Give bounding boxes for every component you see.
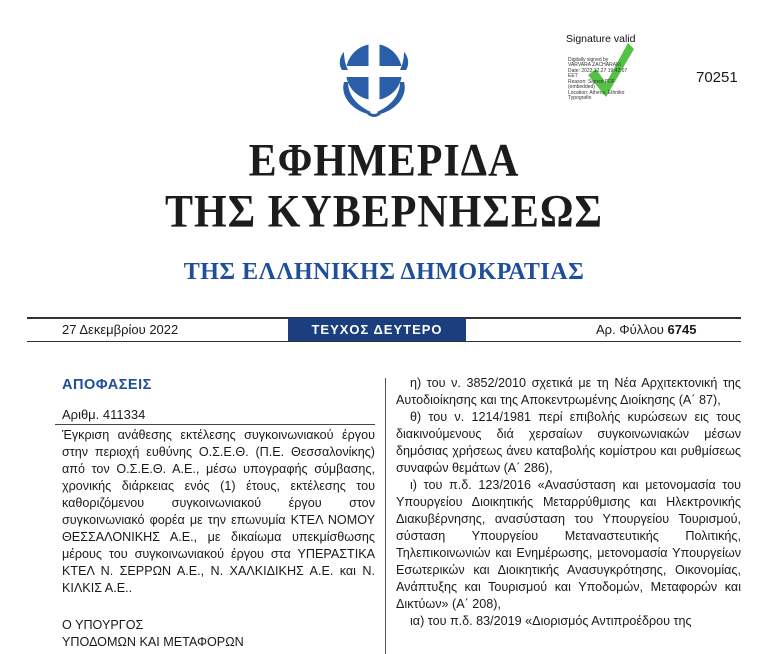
issue-bar-bottom-rule xyxy=(27,341,741,342)
signature-line: Location: Athens, Ethniko xyxy=(568,90,625,96)
sheet-number-value: 6745 xyxy=(667,322,697,337)
legal-paragraph: ι) του π.δ. 123/2016 «Ανασύσταση και μετονομασία του Υπουργείου Διοικητικής Μεταρρύθμισης και Ηλεκτρονικής Διακυβέρνησης, ανασύσταση του Υπουργείου Τουρισμού, σύσταση Υπουργείου Μεταναστευτικής Πολιτικής, Τηλεπικοινωνιών και Ενημέρωσης, μετονομασία Υπουργείων Εσωτερικών και Διοικητικής Ανασυγκρότησης, Οικονομίας, Ανάπτυξης και Τουρισμού και Υποδομών, Μεταφορών και Δικτύων» (Α΄ 208), xyxy=(396,478,741,611)
sheet-label: Αρ. Φύλλου xyxy=(596,322,668,337)
page-number: 70251 xyxy=(696,69,738,86)
signature-status: Signature valid xyxy=(566,33,636,45)
signature-line: (embedded) xyxy=(568,84,595,90)
signature-line: VARVARA ZACHARAKI xyxy=(568,62,621,68)
signature-line: Reason: Signed PDF xyxy=(568,79,615,85)
issue-series: ΤΕΥΧΟΣ ΔΕΥΤΕΡΟ xyxy=(288,318,466,341)
authority-ministry: ΥΠΟΔΟΜΩΝ ΚΑΙ ΜΕΤΑΦΟΡΩΝ xyxy=(62,635,244,649)
signature-line: EET xyxy=(568,73,578,79)
legal-paragraph: ια) του π.δ. 83/2019 «Διορισμός Αντιπροέδρου της xyxy=(410,614,692,628)
decision-number: Αριθμ. 411334 xyxy=(62,407,146,422)
digital-signature xyxy=(564,33,654,113)
masthead-subtitle: ΤΗΣ ΚΥΒΕΡΝΗΣΕΩΣ xyxy=(165,186,603,238)
greek-emblem-icon xyxy=(334,30,414,120)
signature-line: Date: 2022.12.27 19:42:07 xyxy=(568,68,628,74)
column-divider xyxy=(385,378,386,654)
sheet-number xyxy=(596,322,696,337)
issue-date: 27 Δεκεμβρίου 2022 xyxy=(62,322,179,337)
masthead-title: ΕΦΗΜΕΡΙΔΑ xyxy=(248,135,520,187)
legal-paragraph: η) του ν. 3852/2010 σχετικά με τη Νέα Αρχιτεκτονική της Αυτοδιοίκησης και της Αποκεντρωμένης Διοίκησης (Α΄ 87), xyxy=(396,376,741,407)
legal-basis-column xyxy=(396,375,741,630)
signature-line: Typografio xyxy=(568,95,592,101)
decision-divider xyxy=(55,424,375,425)
signature-line: Digitally signed by xyxy=(568,57,609,63)
decision-summary: Έγκριση ανάθεσης εκτέλεσης συγκοινωνιακού έργου στην περιοχή ευθύνης Ο.Σ.Ε.Θ. (Π.Ε. Θεσσαλονίκης) από τον Ο.Σ.Ε.Θ. Α.Ε., μέσω υπογραφής σύμβασης, χρονικής διάρκειας ενός (1) έτους, εκτέλεσης του καθοριζόμενου συγκοινωνιακού έργου στον συγκοινωνιακό φορέα με την επωνυμία ΚΤΕΛ ΝΟΜΟΥ ΘΕΣΣΑΛΟΝΙΚΗΣ Α.Ε., με δικαίωμα υπεκμίσθωσης μέρους του συγκοινωνιακού έργου στα ΥΠΕΡΑΣΤΙΚΑ ΚΤΕΛ Ν. ΣΕΡΡΩΝ Α.Ε., Ν. ΧΑΛΚΙΔΙΚΗΣ Α.Ε. και Ν. ΚΙΛΚΙΣ Α.Ε.. xyxy=(62,428,375,595)
legal-paragraph: θ) του ν. 1214/1981 περί επιβολής κυρώσεων εις τους διακινούμενους διά χερσαίων συγκοινωνιακών μέσων δημόσιας χρήσεως άνευ καταβολής κομίστρου και ρυθμίσεως συναφών θεμάτων (Α΄ 286), xyxy=(396,410,741,475)
authority-title: Ο ΥΠΟΥΡΓΟΣ xyxy=(62,618,144,632)
masthead-republic: ΤΗΣ ΕΛΛΗΝΙΚΗΣ ΔΗΜΟΚΡΑΤΙΑΣ xyxy=(183,259,585,285)
section-title: ΑΠΟΦΑΣΕΙΣ xyxy=(62,377,152,393)
